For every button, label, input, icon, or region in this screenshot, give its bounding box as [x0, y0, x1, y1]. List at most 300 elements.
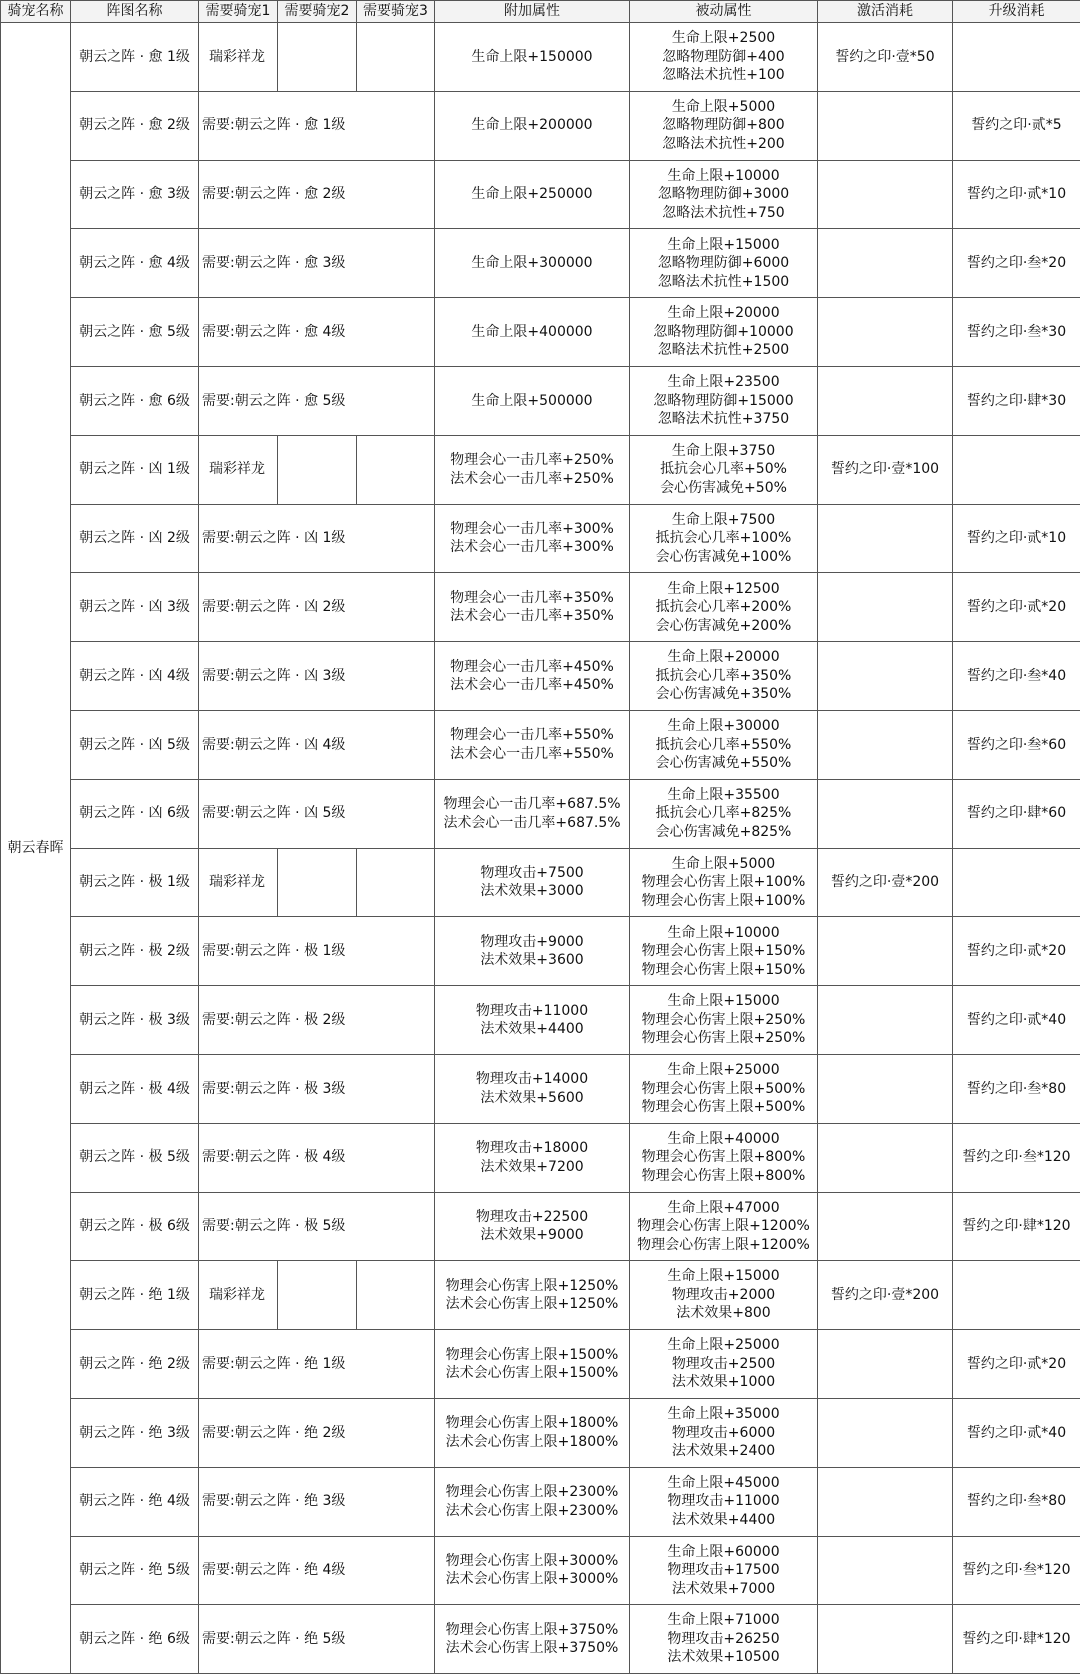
required-mount-1-cell: 瑞彩祥龙	[199, 435, 278, 504]
passive-attribute-line: 物理会心伤害上限+800%	[641, 1167, 806, 1184]
upgrade-cost-cell: 誓约之印·叁*80	[953, 1467, 1080, 1536]
bonus-attribute-line: 法术会心一击几率+250%	[450, 470, 614, 487]
passive-attributes-cell	[630, 366, 818, 435]
passive-attribute-line: 忽略法术抗性+750	[662, 204, 785, 221]
requirement-cell: 需要:朝云之阵 · 愈 1级	[199, 91, 435, 160]
passive-attribute-line: 物理会心伤害上限+1200%	[637, 1236, 810, 1253]
requirement-cell: 需要:朝云之阵 · 绝 3级	[199, 1467, 435, 1536]
upgrade-cost-cell: 誓约之印·叁*120	[953, 1123, 1080, 1192]
passive-attributes-cell	[630, 229, 818, 298]
passive-attribute-line: 法术效果+10500	[667, 1649, 780, 1666]
bonus-attribute-line: 法术会心伤害上限+1500%	[445, 1365, 619, 1382]
bonus-attributes-cell	[435, 1261, 630, 1330]
bonus-attribute-line: 物理会心一击几率+300%	[450, 520, 614, 537]
bonus-attributes-cell	[435, 504, 630, 573]
formation-name-cell: 朝云之阵 · 绝 2级	[71, 1330, 199, 1399]
table-row	[1, 435, 1080, 504]
activation-cost-cell	[818, 1398, 953, 1467]
required-mount-3-cell	[357, 1261, 435, 1330]
upgrade-cost-cell: 誓约之印·贰*5	[953, 91, 1080, 160]
formation-name-cell: 朝云之阵 · 愈 2级	[71, 91, 199, 160]
passive-attribute-line: 生命上限+71000	[667, 1612, 780, 1629]
requirement-cell: 需要:朝云之阵 · 愈 2级	[199, 160, 435, 229]
bonus-attributes-cell	[435, 710, 630, 779]
passive-attribute-line: 物理会心伤害上限+100%	[641, 874, 806, 891]
requirement-cell: 需要:朝云之阵 · 极 1级	[199, 917, 435, 986]
bonus-attributes-cell	[435, 229, 630, 298]
formation-name-cell: 朝云之阵 · 极 2级	[71, 917, 199, 986]
passive-attributes-cell	[630, 573, 818, 642]
table-row	[1, 1261, 1080, 1330]
formation-name-cell: 朝云之阵 · 凶 2级	[71, 504, 199, 573]
bonus-attribute-line: 物理攻击+18000	[475, 1140, 589, 1157]
activation-cost-cell	[818, 1330, 953, 1399]
bonus-attributes-cell	[435, 160, 630, 229]
activation-cost-cell	[818, 366, 953, 435]
bonus-attribute-line: 物理会心伤害上限+1250%	[445, 1277, 619, 1294]
bonus-attributes-cell	[435, 298, 630, 367]
formation-name-cell: 朝云之阵 · 绝 6级	[71, 1605, 199, 1674]
formation-name-cell: 朝云之阵 · 凶 1级	[71, 435, 199, 504]
bonus-attribute-line: 法术效果+5600	[480, 1089, 584, 1106]
table-row	[1, 986, 1080, 1055]
passive-attribute-line: 生命上限+25000	[667, 1337, 780, 1354]
passive-attribute-line: 忽略物理防御+400	[662, 48, 785, 65]
passive-attribute-line: 忽略物理防御+3000	[657, 186, 790, 203]
passive-attributes-cell	[630, 1467, 818, 1536]
table-row	[1, 229, 1080, 298]
activation-cost-cell	[818, 1605, 953, 1674]
passive-attributes-cell	[630, 848, 818, 917]
passive-attribute-line: 抵抗会心几率+550%	[655, 736, 792, 753]
table-row	[1, 1054, 1080, 1123]
bonus-attribute-line: 法术效果+9000	[480, 1227, 584, 1244]
table-row	[1, 848, 1080, 917]
header-row	[1, 1, 1080, 23]
passive-attribute-line: 生命上限+10000	[667, 924, 780, 941]
requirement-cell: 需要:朝云之阵 · 凶 4级	[199, 710, 435, 779]
upgrade-cost-cell: 誓约之印·贰*40	[953, 986, 1080, 1055]
passive-attribute-line: 物理会心伤害上限+250%	[641, 1011, 806, 1028]
bonus-attributes-cell	[435, 1192, 630, 1261]
passive-attribute-line: 忽略物理防御+15000	[653, 392, 794, 409]
table-row	[1, 642, 1080, 711]
passive-attribute-line: 忽略物理防御+6000	[657, 255, 790, 272]
table-row	[1, 779, 1080, 848]
passive-attributes-cell	[630, 91, 818, 160]
activation-cost-cell	[818, 1467, 953, 1536]
activation-cost-cell: 誓约之印·壹*200	[818, 1261, 953, 1330]
header-upgrade-cost: 升级消耗	[953, 1, 1080, 23]
passive-attribute-line: 法术效果+2400	[671, 1443, 776, 1460]
upgrade-cost-cell: 誓约之印·叁*20	[953, 229, 1080, 298]
bonus-attribute-line: 物理攻击+14000	[475, 1071, 589, 1088]
passive-attributes-cell	[630, 1261, 818, 1330]
passive-attributes-cell	[630, 642, 818, 711]
table-row	[1, 1192, 1080, 1261]
bonus-attribute-line: 物理会心一击几率+450%	[450, 658, 614, 675]
table-row	[1, 160, 1080, 229]
bonus-attribute-line: 生命上限+150000	[471, 48, 593, 65]
table-row	[1, 504, 1080, 573]
passive-attribute-line: 会心伤害减免+350%	[655, 686, 792, 703]
bonus-attributes-cell	[435, 1467, 630, 1536]
passive-attributes-cell	[630, 298, 818, 367]
requirement-cell: 需要:朝云之阵 · 绝 2级	[199, 1398, 435, 1467]
bonus-attribute-line: 法术会心一击几率+350%	[450, 608, 614, 625]
passive-attribute-line: 法术效果+7000	[671, 1580, 776, 1597]
requirement-cell: 需要:朝云之阵 · 愈 5级	[199, 366, 435, 435]
activation-cost-cell	[818, 1123, 953, 1192]
passive-attribute-line: 物理会心伤害上限+1200%	[637, 1218, 810, 1235]
passive-attribute-line: 生命上限+35500	[667, 786, 780, 803]
header-formation-name: 阵图名称	[71, 1, 199, 23]
bonus-attribute-line: 法术会心伤害上限+3000%	[445, 1571, 619, 1588]
passive-attribute-line: 会心伤害减免+50%	[660, 479, 787, 496]
passive-attribute-line: 法术效果+800	[676, 1305, 771, 1322]
requirement-cell: 需要:朝云之阵 · 极 4级	[199, 1123, 435, 1192]
passive-attribute-line: 会心伤害减免+550%	[655, 755, 792, 772]
passive-attribute-line: 生命上限+15000	[667, 993, 780, 1010]
passive-attribute-line: 生命上限+12500	[667, 580, 780, 597]
passive-attributes-cell	[630, 23, 818, 92]
activation-cost-cell	[818, 160, 953, 229]
upgrade-cost-cell: 誓约之印·肆*120	[953, 1605, 1080, 1674]
upgrade-cost-cell: 誓约之印·叁*80	[953, 1054, 1080, 1123]
bonus-attribute-line: 物理会心伤害上限+3750%	[445, 1621, 619, 1638]
bonus-attribute-line: 生命上限+200000	[471, 117, 593, 134]
bonus-attribute-line: 物理会心伤害上限+1800%	[445, 1415, 619, 1432]
required-mount-3-cell	[357, 23, 435, 92]
upgrade-cost-cell: 誓约之印·叁*60	[953, 710, 1080, 779]
formation-name-cell: 朝云之阵 · 极 3级	[71, 986, 199, 1055]
formation-name-cell: 朝云之阵 · 愈 4级	[71, 229, 199, 298]
passive-attributes-cell	[630, 917, 818, 986]
table-body	[1, 23, 1080, 1674]
required-mount-1-cell: 瑞彩祥龙	[199, 848, 278, 917]
formation-name-cell: 朝云之阵 · 绝 1级	[71, 1261, 199, 1330]
bonus-attribute-line: 法术会心一击几率+687.5%	[443, 814, 621, 831]
passive-attribute-line: 物理会心伤害上限+100%	[641, 892, 806, 909]
requirement-cell: 需要:朝云之阵 · 极 3级	[199, 1054, 435, 1123]
bonus-attribute-line: 物理攻击+11000	[475, 1002, 589, 1019]
requirement-cell: 需要:朝云之阵 · 凶 3级	[199, 642, 435, 711]
requirement-cell: 需要:朝云之阵 · 绝 1级	[199, 1330, 435, 1399]
passive-attribute-line: 物理会心伤害上限+150%	[641, 943, 806, 959]
bonus-attributes-cell	[435, 986, 630, 1055]
upgrade-cost-cell: 誓约之印·贰*40	[953, 1398, 1080, 1467]
activation-cost-cell	[818, 298, 953, 367]
passive-attribute-line: 生命上限+20000	[667, 305, 780, 322]
formation-name-cell: 朝云之阵 · 绝 4级	[71, 1467, 199, 1536]
passive-attribute-line: 生命上限+45000	[667, 1474, 780, 1491]
bonus-attribute-line: 法术效果+7200	[480, 1158, 584, 1175]
activation-cost-cell	[818, 986, 953, 1055]
activation-cost-cell: 誓约之印·壹*50	[818, 23, 953, 92]
required-mount-2-cell	[278, 23, 357, 92]
formation-name-cell: 朝云之阵 · 凶 5级	[71, 710, 199, 779]
passive-attribute-line: 法术效果+4400	[671, 1511, 776, 1528]
passive-attribute-line: 抵抗会心几率+50%	[660, 461, 787, 478]
requirement-cell: 需要:朝云之阵 · 极 5级	[199, 1192, 435, 1261]
upgrade-cost-cell	[953, 1261, 1080, 1330]
bonus-attributes-cell	[435, 779, 630, 848]
activation-cost-cell	[818, 573, 953, 642]
requirement-cell: 需要:朝云之阵 · 极 2级	[199, 986, 435, 1055]
bonus-attribute-line: 法术会心伤害上限+3750%	[445, 1640, 619, 1657]
passive-attribute-line: 生命上限+35000	[667, 1406, 780, 1423]
bonus-attribute-line: 物理攻击+22500	[475, 1208, 589, 1225]
bonus-attribute-line: 生命上限+500000	[471, 392, 593, 409]
passive-attribute-line: 抵抗会心几率+350%	[655, 667, 792, 684]
passive-attribute-line: 生命上限+15000	[667, 1268, 780, 1285]
formation-name-cell: 朝云之阵 · 绝 3级	[71, 1398, 199, 1467]
upgrade-cost-cell: 誓约之印·叁*40	[953, 642, 1080, 711]
passive-attributes-cell	[630, 1054, 818, 1123]
passive-attribute-line: 生命上限+5000	[671, 98, 776, 115]
passive-attributes-cell	[630, 435, 818, 504]
required-mount-3-cell	[357, 435, 435, 504]
passive-attribute-line: 忽略物理防御+800	[662, 117, 785, 134]
activation-cost-cell	[818, 91, 953, 160]
passive-attributes-cell	[630, 986, 818, 1055]
table-row	[1, 1330, 1080, 1399]
bonus-attribute-line: 法术会心伤害上限+2300%	[445, 1502, 619, 1519]
requirement-cell: 需要:朝云之阵 · 愈 4级	[199, 298, 435, 367]
passive-attributes-cell	[630, 779, 818, 848]
passive-attribute-line: 生命上限+23500	[667, 374, 780, 391]
bonus-attribute-line: 物理会心伤害上限+3000%	[445, 1552, 619, 1569]
formation-name-cell: 朝云之阵 · 凶 4级	[71, 642, 199, 711]
bonus-attribute-line: 法术会心一击几率+550%	[450, 745, 614, 762]
upgrade-cost-cell: 誓约之印·叁*120	[953, 1536, 1080, 1605]
upgrade-cost-cell: 誓约之印·贰*20	[953, 1330, 1080, 1399]
passive-attributes-cell	[630, 1192, 818, 1261]
passive-attribute-line: 物理攻击+6000	[671, 1424, 776, 1441]
bonus-attributes-cell	[435, 1536, 630, 1605]
bonus-attribute-line: 法术会心一击几率+300%	[450, 539, 614, 556]
bonus-attribute-line: 物理会心一击几率+350%	[450, 589, 614, 606]
passive-attribute-line: 忽略法术抗性+3750	[657, 411, 790, 428]
header-required-mount-1: 需要骑宠1	[199, 1, 278, 23]
bonus-attribute-line: 物理会心一击几率+687.5%	[443, 796, 621, 813]
bonus-attribute-line: 物理攻击+9000	[480, 933, 584, 950]
passive-attributes-cell	[630, 1605, 818, 1674]
passive-attribute-line: 忽略法术抗性+200	[662, 135, 785, 152]
bonus-attribute-line: 法术效果+4400	[480, 1021, 584, 1038]
bonus-attribute-line: 生命上限+250000	[471, 186, 593, 203]
bonus-attribute-line: 物理会心一击几率+550%	[450, 727, 614, 744]
activation-cost-cell: 誓约之印·壹*100	[818, 435, 953, 504]
activation-cost-cell	[818, 1192, 953, 1261]
requirement-cell: 需要:朝云之阵 · 凶 5级	[199, 779, 435, 848]
table-row	[1, 1123, 1080, 1192]
passive-attributes-cell	[630, 160, 818, 229]
bonus-attributes-cell	[435, 91, 630, 160]
upgrade-cost-cell: 誓约之印·肆*30	[953, 366, 1080, 435]
table-row	[1, 298, 1080, 367]
formation-name-cell: 朝云之阵 · 愈 5级	[71, 298, 199, 367]
passive-attribute-line: 生命上限+7500	[671, 511, 776, 528]
passive-attribute-line: 生命上限+25000	[667, 1062, 780, 1079]
upgrade-cost-cell	[953, 848, 1080, 917]
passive-attribute-line: 物理会心伤害上限+150%	[641, 961, 806, 978]
bonus-attributes-cell	[435, 1398, 630, 1467]
activation-cost-cell	[818, 779, 953, 848]
bonus-attribute-line: 物理攻击+7500	[480, 864, 584, 881]
passive-attributes-cell	[630, 1330, 818, 1399]
formation-name-cell: 朝云之阵 · 极 6级	[71, 1192, 199, 1261]
passive-attribute-line: 生命上限+20000	[667, 649, 780, 666]
header-bonus-attributes: 附加属性	[435, 1, 630, 23]
bonus-attribute-line: 法术效果+3000	[480, 883, 584, 900]
passive-attribute-line: 生命上限+3750	[671, 442, 776, 459]
upgrade-cost-cell: 誓约之印·贰*20	[953, 573, 1080, 642]
table-row	[1, 1398, 1080, 1467]
bonus-attributes-cell	[435, 1054, 630, 1123]
passive-attribute-line: 物理攻击+2000	[671, 1286, 776, 1303]
activation-cost-cell	[818, 710, 953, 779]
passive-attribute-line: 生命上限+30000	[667, 718, 780, 735]
passive-attribute-line: 生命上限+47000	[667, 1199, 780, 1216]
table-row	[1, 710, 1080, 779]
passive-attribute-line: 抵抗会心几率+825%	[655, 805, 792, 822]
passive-attribute-line: 会心伤害减免+200%	[655, 617, 792, 634]
passive-attribute-line: 物理攻击+11000	[667, 1493, 780, 1510]
bonus-attribute-line: 生命上限+300000	[471, 255, 593, 272]
formation-name-cell: 朝云之阵 · 凶 3级	[71, 573, 199, 642]
passive-attribute-line: 物理会心伤害上限+500%	[641, 1099, 806, 1116]
passive-attributes-cell	[630, 1536, 818, 1605]
passive-attribute-line: 生命上限+2500	[671, 30, 776, 47]
required-mount-2-cell	[278, 1261, 357, 1330]
passive-attribute-line: 会心伤害减免+100%	[655, 548, 792, 565]
bonus-attribute-line: 物理会心伤害上限+1500%	[445, 1346, 619, 1363]
bonus-attributes-cell	[435, 23, 630, 92]
bonus-attributes-cell	[435, 1605, 630, 1674]
bonus-attributes-cell	[435, 573, 630, 642]
bonus-attribute-line: 法术效果+3600	[480, 952, 584, 969]
passive-attribute-line: 会心伤害减免+825%	[655, 823, 792, 840]
upgrade-cost-cell	[953, 23, 1080, 92]
bonus-attributes-cell	[435, 1330, 630, 1399]
bonus-attribute-line: 生命上限+400000	[471, 323, 593, 340]
formation-name-cell: 朝云之阵 · 愈 6级	[71, 366, 199, 435]
bonus-attributes-cell	[435, 642, 630, 711]
bonus-attributes-cell	[435, 435, 630, 504]
bonus-attributes-cell	[435, 848, 630, 917]
passive-attribute-line: 生命上限+5000	[671, 855, 776, 872]
formation-name-cell: 朝云之阵 · 绝 5级	[71, 1536, 199, 1605]
required-mount-2-cell	[278, 848, 357, 917]
header-passive-attributes: 被动属性	[630, 1, 818, 23]
formation-name-cell: 朝云之阵 · 极 1级	[71, 848, 199, 917]
passive-attribute-line: 物理攻击+26250	[667, 1630, 780, 1647]
header-required-mount-2: 需要骑宠2	[278, 1, 357, 23]
table-row	[1, 1605, 1080, 1674]
passive-attributes-cell	[630, 1123, 818, 1192]
passive-attribute-line: 生命上限+40000	[667, 1130, 780, 1147]
formation-name-cell: 朝云之阵 · 愈 3级	[71, 160, 199, 229]
bonus-attributes-cell	[435, 917, 630, 986]
required-mount-1-cell: 瑞彩祥龙	[199, 1261, 278, 1330]
upgrade-cost-cell: 誓约之印·贰*10	[953, 504, 1080, 573]
upgrade-cost-cell: 誓约之印·肆*60	[953, 779, 1080, 848]
formation-name-cell: 朝云之阵 · 极 5级	[71, 1123, 199, 1192]
table-row	[1, 366, 1080, 435]
passive-attributes-cell	[630, 1398, 818, 1467]
requirement-cell: 需要:朝云之阵 · 凶 1级	[199, 504, 435, 573]
bonus-attribute-line: 法术会心伤害上限+1250%	[445, 1296, 619, 1313]
passive-attribute-line: 法术效果+1000	[671, 1374, 776, 1391]
activation-cost-cell	[818, 917, 953, 986]
bonus-attribute-line: 法术会心一击几率+450%	[450, 677, 614, 694]
table-row	[1, 1467, 1080, 1536]
bonus-attributes-cell	[435, 366, 630, 435]
passive-attribute-line: 抵抗会心几率+200%	[655, 599, 792, 616]
upgrade-cost-cell: 誓约之印·肆*120	[953, 1192, 1080, 1261]
passive-attribute-line: 生命上限+60000	[667, 1543, 780, 1560]
activation-cost-cell	[818, 1054, 953, 1123]
requirement-cell: 需要:朝云之阵 · 凶 2级	[199, 573, 435, 642]
table-row	[1, 917, 1080, 986]
required-mount-2-cell	[278, 435, 357, 504]
passive-attribute-line: 忽略法术抗性+1500	[657, 273, 790, 290]
header-required-mount-3: 需要骑宠3	[357, 1, 435, 23]
required-mount-1-cell: 瑞彩祥龙	[199, 23, 278, 92]
requirement-cell: 需要:朝云之阵 · 绝 5级	[199, 1605, 435, 1674]
table-row	[1, 1536, 1080, 1605]
formation-name-cell: 朝云之阵 · 极 4级	[71, 1054, 199, 1123]
table-row	[1, 23, 1080, 92]
mount-name-cell: 朝云春晖	[1, 23, 71, 1674]
requirement-cell: 需要:朝云之阵 · 绝 4级	[199, 1536, 435, 1605]
table-row	[1, 573, 1080, 642]
passive-attribute-line: 物理攻击+2500	[671, 1355, 776, 1372]
bonus-attribute-line: 物理会心伤害上限+2300%	[445, 1484, 619, 1501]
activation-cost-cell	[818, 229, 953, 298]
upgrade-cost-cell: 誓约之印·贰*10	[953, 160, 1080, 229]
required-mount-3-cell	[357, 848, 435, 917]
bonus-attribute-line: 物理会心一击几率+250%	[450, 452, 614, 469]
activation-cost-cell	[818, 1536, 953, 1605]
activation-cost-cell: 誓约之印·壹*200	[818, 848, 953, 917]
passive-attribute-line: 忽略物理防御+10000	[653, 323, 794, 340]
passive-attribute-line: 物理会心伤害上限+500%	[641, 1080, 806, 1097]
passive-attributes-cell	[630, 710, 818, 779]
passive-attribute-line: 生命上限+10000	[667, 167, 780, 184]
table-row	[1, 91, 1080, 160]
upgrade-cost-cell	[953, 435, 1080, 504]
formation-name-cell: 朝云之阵 · 凶 6级	[71, 779, 199, 848]
passive-attributes-cell	[630, 504, 818, 573]
bonus-attribute-line: 法术会心伤害上限+1800%	[445, 1433, 619, 1450]
passive-attribute-line: 生命上限+15000	[667, 236, 780, 253]
activation-cost-cell	[818, 642, 953, 711]
header-mount-name: 骑宠名称	[1, 1, 71, 23]
passive-attribute-line: 抵抗会心几率+100%	[655, 530, 792, 547]
passive-attribute-line: 物理会心伤害上限+800%	[641, 1149, 806, 1166]
passive-attribute-line: 物理攻击+17500	[667, 1562, 780, 1579]
upgrade-cost-cell: 誓约之印·贰*20	[953, 917, 1080, 986]
passive-attribute-line: 物理会心伤害上限+250%	[641, 1030, 806, 1047]
passive-attribute-line: 忽略法术抗性+2500	[657, 342, 790, 359]
header-activation-cost: 激活消耗	[818, 1, 953, 23]
activation-cost-cell	[818, 504, 953, 573]
passive-attribute-line: 忽略法术抗性+100	[662, 67, 785, 84]
bonus-attributes-cell	[435, 1123, 630, 1192]
requirement-cell: 需要:朝云之阵 · 愈 3级	[199, 229, 435, 298]
